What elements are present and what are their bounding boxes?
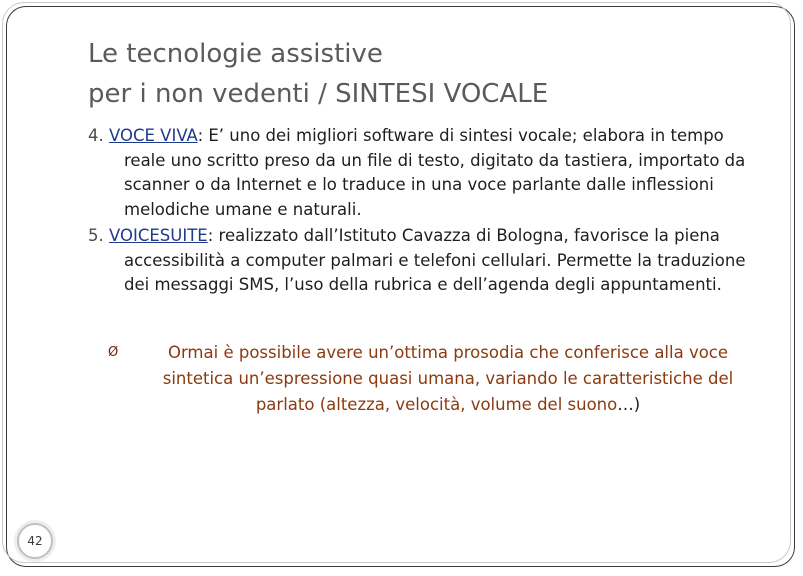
arrow-bullet-icon: Ø — [108, 345, 119, 360]
highlight-note — [108, 340, 758, 418]
keyword-voicesuite: VOICESUITE — [109, 226, 208, 245]
slide-body — [88, 124, 768, 300]
keyword-voce-viva: VOCE VIVA — [109, 126, 198, 145]
item-number: 5. — [88, 226, 104, 245]
item-text: : E’ uno dei migliori software di sintesi vocale; elabora in tempo reale uno scritto preso da un file di testo, digitato da tastiera, importato da scanner o da Internet e lo traduce in una voce parlante dalle inflessioni melodiche umane e naturali. — [124, 126, 746, 219]
slide-title — [88, 34, 548, 114]
page-number-badge — [17, 523, 53, 559]
item-number: 4. — [88, 126, 104, 145]
title-line-1: Le tecnologie assistive — [88, 39, 383, 69]
note-text — [108, 340, 758, 418]
page-number: 42 — [27, 534, 43, 548]
list-item-voicesuite — [88, 224, 768, 298]
list-item-voce-viva — [88, 124, 768, 222]
title-line-2: per i non vedenti / SINTESI VOCALE — [88, 79, 549, 109]
note-ellipsis: …) — [617, 395, 641, 414]
item-text: : realizzato dall’Istituto Cavazza di Bologna, favorisce la piena accessibilità a computer palmari e telefoni cellulari. Permette la traduzione dei messaggi SMS, l’uso della rubrica e dell’agenda degli appuntamenti. — [124, 226, 746, 294]
note-main-text: Ormai è possibile avere un’ottima prosodia che conferisce alla voce sintetica un’espressione quasi umana, variando le caratteristiche del parlato (altezza, velocità, volume del suono — [162, 343, 734, 414]
